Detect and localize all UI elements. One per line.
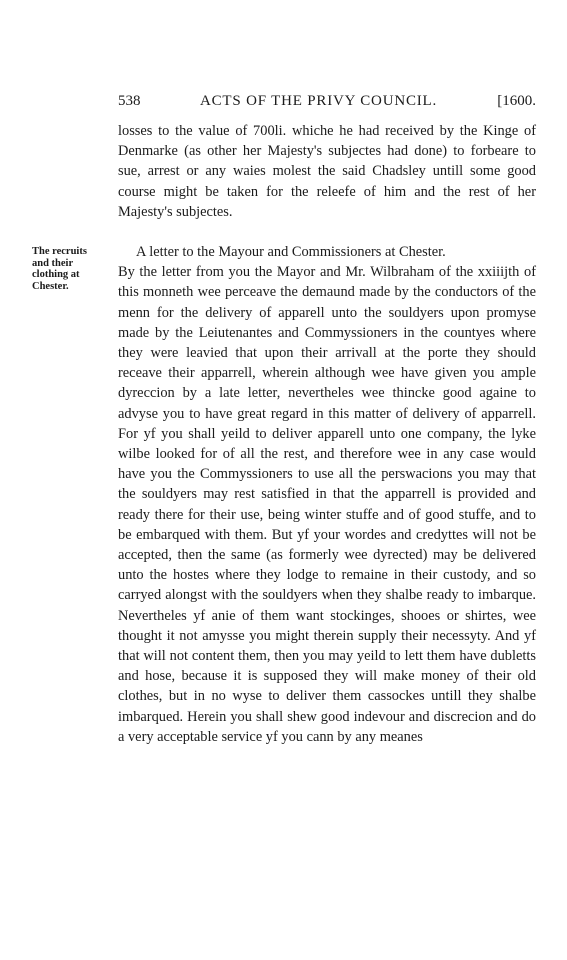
margin-note (32, 246, 112, 292)
page-number: 538 (118, 93, 141, 109)
letter-entry (118, 242, 536, 747)
margin-note-line: and their (32, 257, 74, 269)
margin-note-line: Chester. (32, 280, 69, 292)
letter-heading: A letter to the Mayour and Commissioners at Chester. (136, 244, 446, 260)
running-title: ACTS OF THE PRIVY COUNCIL. (200, 93, 438, 109)
letter-body: By the letter from you the Mayor and Mr. Wilbraham of the xxiiijth of this monneth wee perceave the demaund made by the conductors of the menn for the delivery of apparell unto the souldyers upon promyse made by the Leiutenantes and Commyssioners in the countyes where they were leavied that upon their arrivall at the porte they should receave their apparrell, wherein although wee have given you ample dyreccion by a late letter, nevertheles wee thincke good againe to advyse you to have great regard in this matter of delivery of apparrell. For yf you shall yeild to deliver apparell unto one company, the lyke wilbe looked for of all the rest, and therefore wee in any case would have you the Commyssioners to use all the perswacions you may that the souldyers may rest satisfied in that the apparrell is provided and ready there for their use, being winter stuffe and of good stuffe, and to be embarqued with them. But yf your wordes and credyttes will not be accepted, then the same (as formerly wee dyrected) may be delivered unto the hostes where they lodge to remaine in their custody, and so carryed alongst with the souldyers when they shalbe ready to imbarque. Nevertheles yf anie of them want stockinges, shooes or shirtes, wee thought it not amysse you might therein supply their necessyty. And yf that will not content them, then you may yeild to lett them have dubletts and hose, because it is supposed they will make money of their old clothes, but in no wyse to deliver them cassockes untill they shalbe imbarqued. Herein you shall shew good indevour and discrecion and do a very acceptable service yf you cann by any meanes (118, 264, 536, 745)
continued-paragraph (118, 121, 536, 222)
year-marker: [1600. (497, 93, 536, 109)
running-header (118, 90, 536, 112)
paragraph-text: losses to the value of 700li. whiche he had received by the Kinge of Denmarke (as other her Majesty's subjectes had done) to forbeare to sue, arrest or any waies molest the said Chadsley untill some good course might be taken for the releefe of him and the rest of her Majesty's subjectes. (118, 123, 536, 220)
margin-note-line: The recruits (32, 246, 87, 257)
margin-note-line: clothing at (32, 269, 80, 280)
